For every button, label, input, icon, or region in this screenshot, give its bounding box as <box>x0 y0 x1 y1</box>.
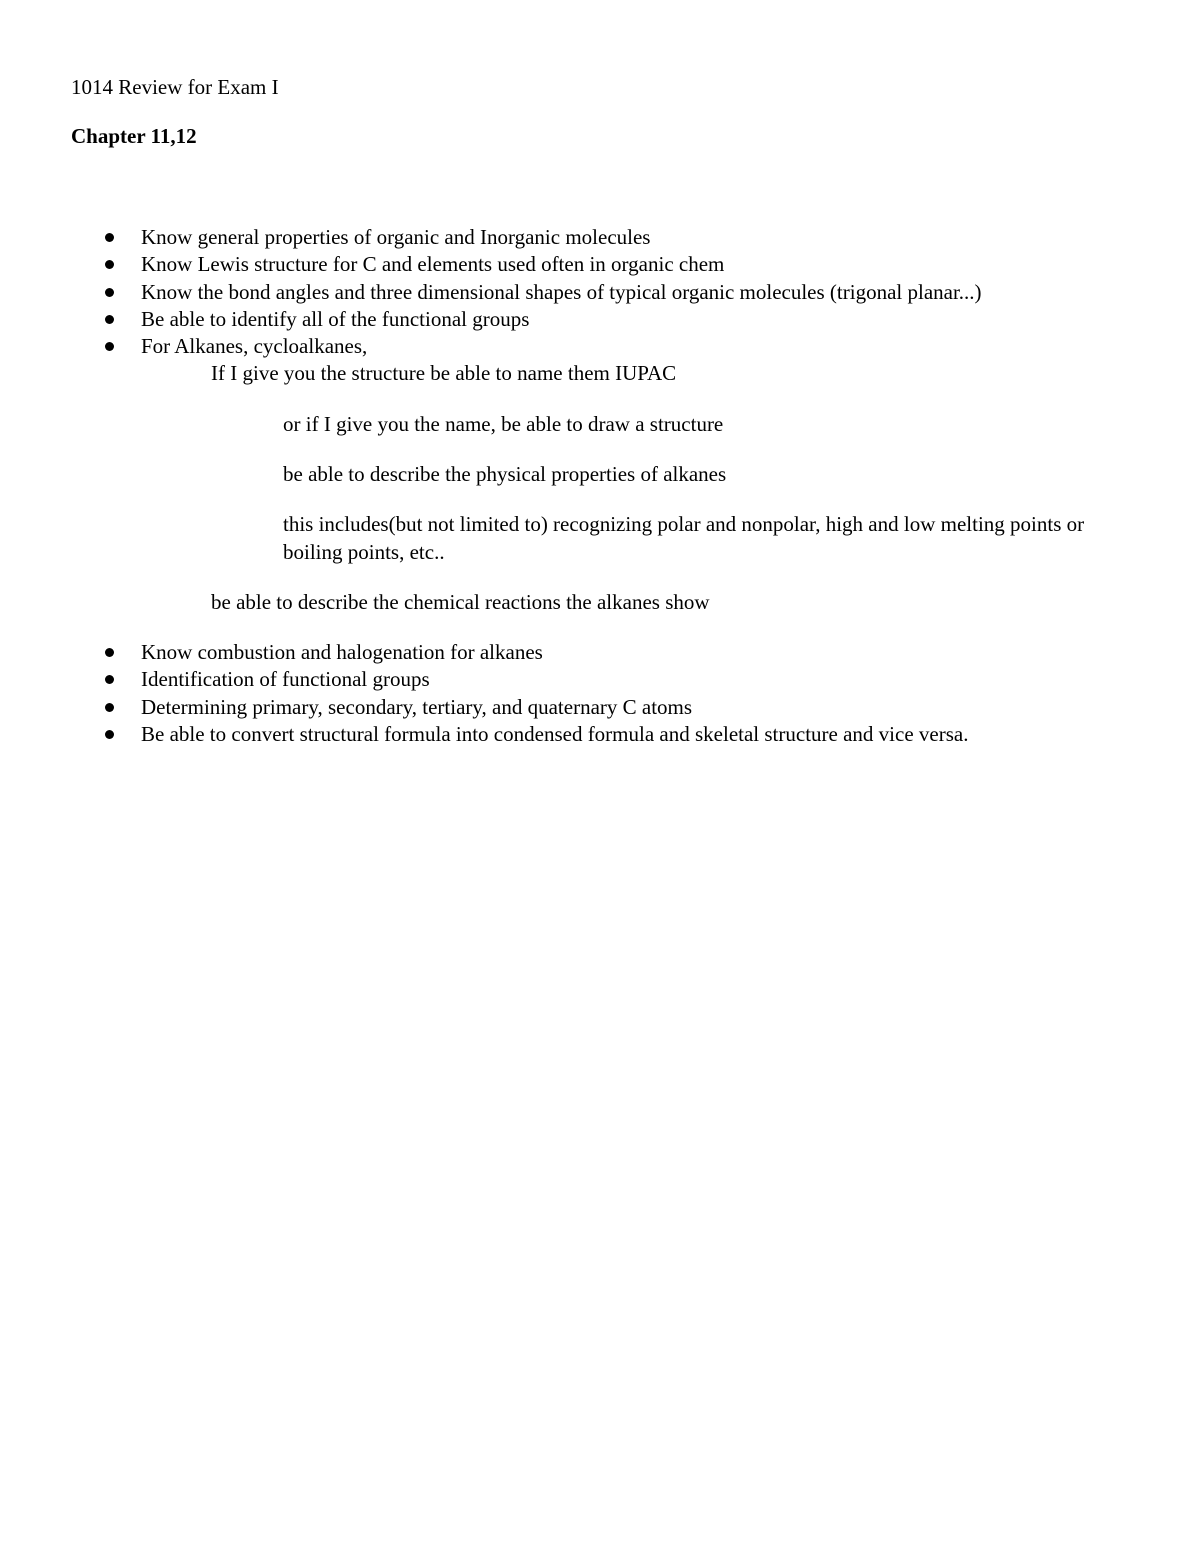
list-item-text: Know general properties of organic and Inorganic molecules <box>141 225 651 249</box>
list-item-text: Know Lewis structure for C and elements used often in organic chem <box>141 252 725 277</box>
document-title: 1014 Review for Exam I <box>71 75 279 99</box>
list-item-text: Identification of functional groups <box>141 667 430 692</box>
bullet-icon <box>105 315 114 324</box>
bullet-icon <box>105 288 114 297</box>
alkanes-sub-line-physical: be able to describe the physical properties of alkanes <box>283 462 727 486</box>
chapter-heading: Chapter 11,12 <box>71 124 197 148</box>
list-item-text: For Alkanes, cycloalkanes, <box>141 334 368 359</box>
bullet-icon <box>105 342 114 351</box>
alkanes-sub-line-draw: or if I give you the name, be able to draw a structure <box>283 412 724 436</box>
list-item-text: Determining primary, secondary, tertiary, and quaternary C atoms <box>141 694 693 719</box>
alkanes-sub-line-includes: this includes(but not limited to) recognizing polar and nonpolar, high and low melting points or boiling points, etc.. <box>283 512 1085 564</box>
list-item-text: Be able to convert structural formula into condensed formula and skeletal structure and vice versa. <box>141 721 969 746</box>
bullet-icon <box>105 675 114 684</box>
list-item-text: Be able to identify all of the functional groups <box>141 306 530 331</box>
list-item-text: Know combustion and halogenation for alkanes <box>141 640 543 664</box>
alkanes-sub-line-iupac: If I give you the structure be able to name them IUPAC <box>211 361 677 385</box>
bullet-icon <box>105 703 114 712</box>
alkanes-sub-line-reactions: be able to describe the chemical reactions the alkanes show <box>211 590 710 614</box>
bullet-icon <box>105 233 114 242</box>
bullet-icon <box>105 648 114 657</box>
bullet-icon <box>105 730 114 739</box>
list-item-text: Know the bond angles and three dimensional shapes of typical organic molecules (trigonal planar...) <box>141 279 982 304</box>
bullet-icon <box>105 260 114 269</box>
